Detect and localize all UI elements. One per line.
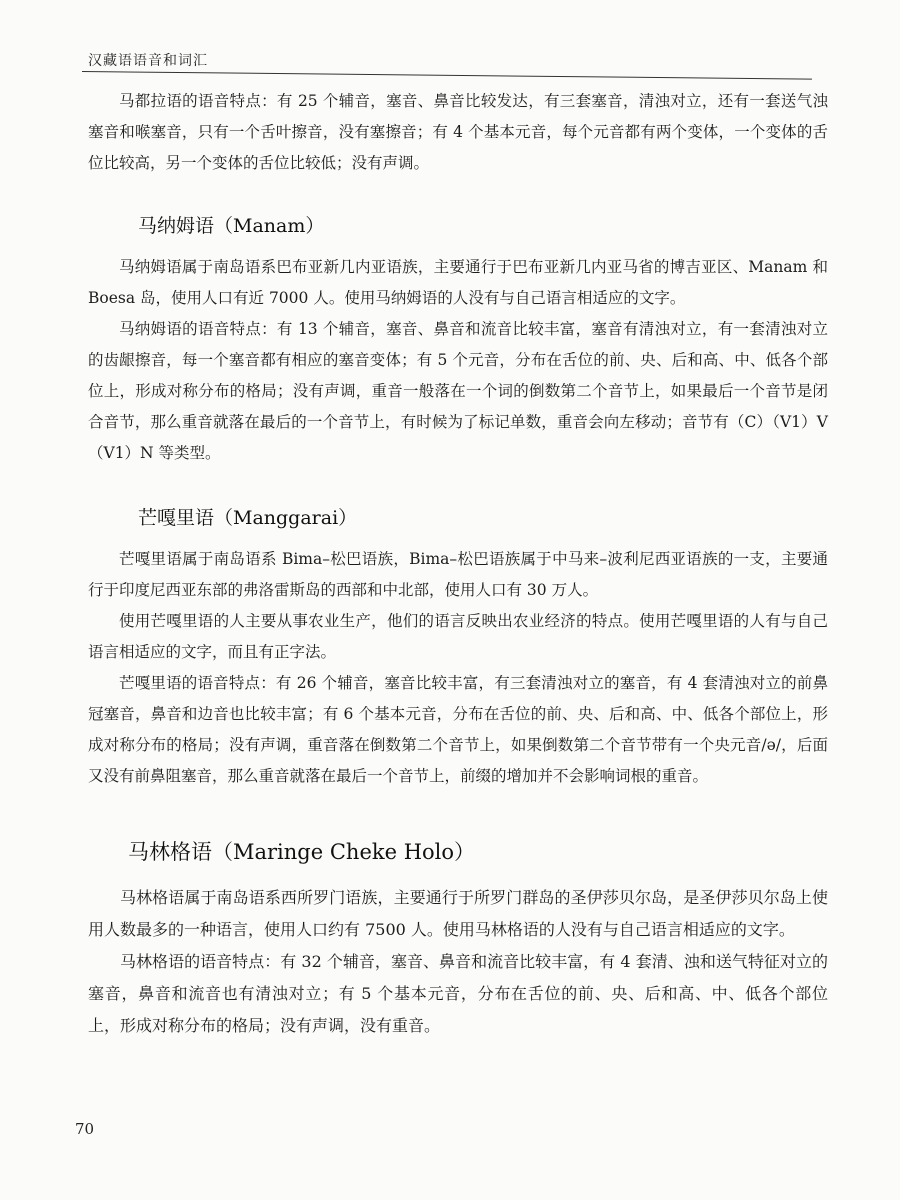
section-title: 芒嘎里语（Manggarai） [138, 507, 358, 529]
paragraph: 马纳姆语属于南岛语系巴布亚新几内亚语族，主要通行于巴布亚新几内亚马省的博吉亚区、Manam 和 Boesa 岛，使用人口有近 7000 人。使用马纳姆语的人没有与自己语言相适应的文字。 [88, 258, 828, 307]
section-manam [88, 211, 828, 469]
paragraph: 马林格语的语音特点：有 32 个辅音，塞音、鼻音和流音比较丰富，有 4 套清、浊和送气特征对立的塞音，鼻音和流音也有清浊对立；有 5 个基本元音，分布在舌位的前、央、后和高、中、低各个部位上，形成对称分布的格局；没有声调，没有重音。 [88, 952, 828, 1035]
intro-paragraph: 马都拉语的语音特点：有 25 个辅音，塞音、鼻音比较发达，有三套塞音，清浊对立，还有一套送气浊塞音和喉塞音，只有一个舌叶擦音，没有塞擦音；有 4 个基本元音，每个元音都有两个变体，一个变体的舌位比较高，另一个变体的舌位比较低；没有声调。 [88, 92, 828, 172]
paragraph: 马林格语属于南岛语系西所罗门语族，主要通行于所罗门群岛的圣伊莎贝尔岛，是圣伊莎贝尔岛上使用人数最多的一种语言，使用人口约有 7500 人。使用马林格语的人没有与自己语言相适应的文字。 [88, 888, 828, 939]
section-maringe [88, 836, 828, 1042]
paragraph: 马纳姆语的语音特点：有 13 个辅音，塞音、鼻音和流音比较丰富，塞音有清浊对立，有一套清浊对立的齿龈擦音，每一个塞音都有相应的塞音变体；有 5 个元音，分布在舌位的前、央、后和高、中、低各个部位上，形成对称分布的格局；没有声调，重音一般落在一个词的倒数第二个音节上，如果最后一个音节是闭合音节，那么重音就落在最后的一个音节上，有时候为了标记单数，重音会向左移动；音节有（C）（V1）V（V1）N 等类型。 [88, 320, 828, 462]
header-rule [82, 71, 812, 80]
paragraph: 使用芒嘎里语的人主要从事农业生产，他们的语言反映出农业经济的特点。使用芒嘎里语的人有与自己语言相适应的文字，而且有正字法。 [88, 612, 828, 661]
section-title: 马林格语（Maringe Cheke Holo） [128, 840, 476, 864]
page-body [88, 86, 828, 1042]
running-header: 汉藏语语音和词汇 [88, 53, 208, 69]
section-title: 马纳姆语（Manam） [138, 215, 325, 237]
paragraph: 芒嘎里语属于南岛语系 Bima–松巴语族，Bima–松巴语族属于中马来–波利尼西亚语族的一支，主要通行于印度尼西亚东部的弗洛雷斯岛的西部和中北部，使用人口有 30 万人。 [88, 550, 828, 599]
page-number: 70 [75, 1120, 95, 1138]
paragraph: 芒嘎里语的语音特点：有 26 个辅音，塞音比较丰富，有三套清浊对立的塞音，有 4 套清浊对立的前鼻冠塞音，鼻音和边音也比较丰富；有 6 个基本元音，分布在舌位的前、央、后和高、中、低各个部位上，形成对称分布的格局；没有声调，重音落在倒数第二个音节上，如果倒数第二个音节带有一个央元音/ə/，后面又没有前鼻阻塞音，那么重音就落在最后一个音节上，前缀的增加并不会影响词根的重音。 [88, 674, 828, 785]
section-manggarai [88, 503, 828, 792]
